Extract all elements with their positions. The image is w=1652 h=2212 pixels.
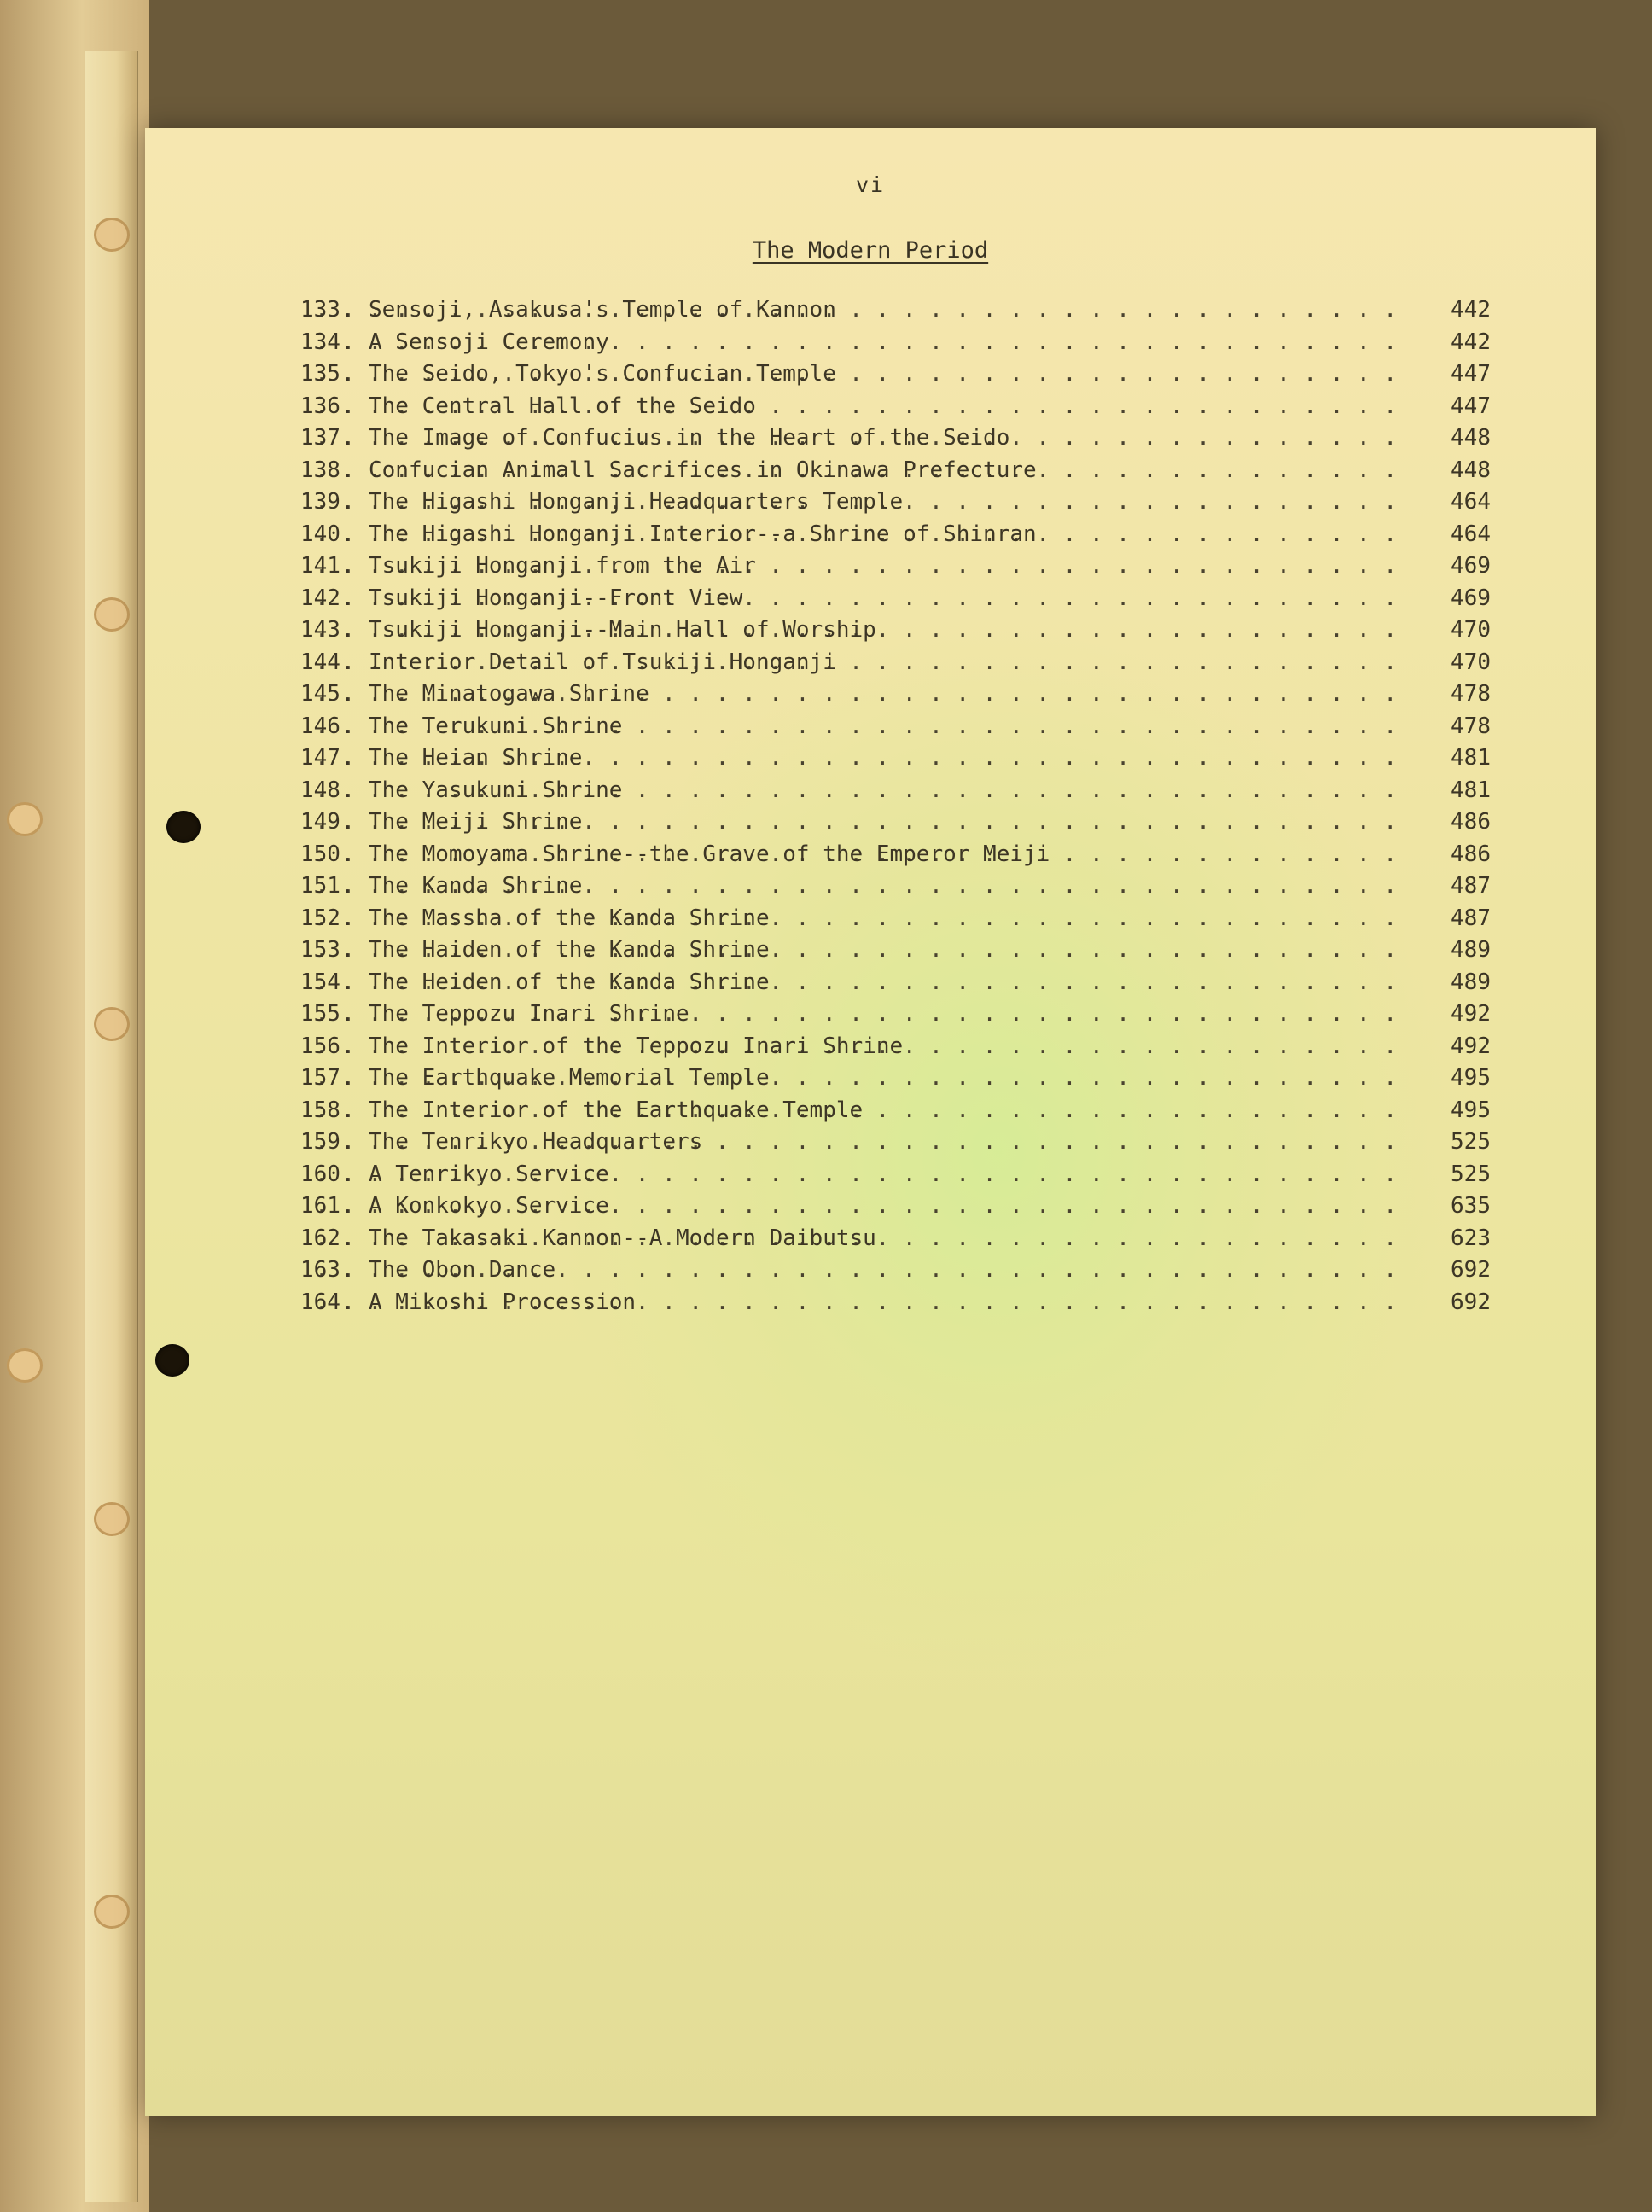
entry-page-number: 495 (1451, 1097, 1491, 1123)
entry-number: 134. (300, 329, 354, 355)
entry-page-number: 464 (1451, 521, 1491, 547)
entry-title: Tsukiji Honganji--Main Hall of Worship (369, 617, 876, 643)
entry-page-number: 487 (1451, 873, 1491, 899)
toc-entry (300, 1159, 1491, 1191)
binding-tear (7, 1348, 43, 1382)
entry-page-number: 478 (1451, 681, 1491, 707)
entry-page-number: 692 (1451, 1257, 1491, 1283)
page-number: vi (855, 172, 886, 197)
entry-number: 163. (300, 1257, 354, 1283)
punch-hole (166, 811, 201, 843)
toc-entry (300, 998, 1491, 1031)
toc-entry-text (300, 711, 634, 743)
toc-entry-text (300, 614, 888, 647)
entry-number: 152. (300, 905, 354, 931)
toc-entry-text (300, 903, 782, 935)
entry-page-number: 448 (1451, 425, 1491, 451)
entry-page-number: 469 (1451, 585, 1491, 611)
entry-title: Confucian Animall Sacrifices in Okinawa Prefecture (369, 457, 1037, 483)
entry-title: The Takasaki Kannon--A Modern Daibutsu (369, 1225, 876, 1251)
section-heading-text: The Modern Period (752, 237, 989, 264)
toc-entry-text (300, 1062, 782, 1095)
entry-number: 141. (300, 553, 354, 579)
toc-entry-text (300, 1095, 875, 1127)
toc-entry-text (300, 678, 661, 711)
entry-title: A Konkokyo Service (369, 1193, 609, 1219)
table-of-contents (300, 294, 1491, 1318)
entry-number: 135. (300, 361, 354, 387)
entry-page-number: 481 (1451, 777, 1491, 803)
toc-entry-text (300, 550, 768, 583)
toc-entry (300, 870, 1491, 903)
toc-entry-text (300, 742, 594, 775)
binding-tear (94, 1502, 130, 1536)
toc-entry-text (300, 1223, 888, 1255)
entry-number: 136. (300, 393, 354, 419)
entry-page-number: 486 (1451, 841, 1491, 867)
toc-entry-text (300, 583, 754, 615)
entry-title: The Heiden of the Kanda Shrine (369, 969, 770, 995)
entry-number: 154. (300, 969, 354, 995)
toc-entry-text (300, 1190, 621, 1223)
toc-entry (300, 839, 1491, 871)
entry-page-number: 489 (1451, 969, 1491, 995)
entry-page-number: 492 (1451, 1033, 1491, 1059)
entry-title: The Meiji Shrine (369, 809, 583, 835)
binding-edge (85, 51, 138, 2202)
toc-entry (300, 678, 1491, 711)
entry-number: 137. (300, 425, 354, 451)
entry-title: Tsukiji Honganji--Front View (369, 585, 743, 611)
toc-entry (300, 967, 1491, 999)
toc-entry-text (300, 1126, 714, 1159)
toc-entry (300, 327, 1491, 359)
entry-number: 157. (300, 1065, 354, 1091)
toc-entry (300, 806, 1491, 839)
entry-title: A Mikoshi Procession (369, 1289, 637, 1315)
entry-number: 142. (300, 585, 354, 611)
entry-title: The Terukuni Shrine (369, 713, 623, 739)
toc-entry-text (300, 870, 594, 903)
binding-tear (94, 1007, 130, 1041)
toc-entry (300, 742, 1491, 775)
toc-entry (300, 614, 1491, 647)
section-heading (145, 237, 1596, 264)
toc-entry-text (300, 839, 1062, 871)
toc-entry (300, 1287, 1491, 1319)
entry-title: The Momoyama Shrine--the Grave of the Emperor Meiji (369, 841, 1050, 867)
entry-page-number: 447 (1451, 361, 1491, 387)
entry-title: A Sensoji Ceremony (369, 329, 609, 355)
entry-number: 139. (300, 489, 354, 515)
binding-tear (7, 802, 43, 836)
entry-title: A Tenrikyo Service (369, 1161, 609, 1187)
entry-number: 138. (300, 457, 354, 483)
toc-entry (300, 775, 1491, 807)
toc-entry (300, 583, 1491, 615)
toc-entry-text (300, 1159, 621, 1191)
toc-entry (300, 934, 1491, 967)
entry-number: 144. (300, 649, 354, 675)
entry-number: 147. (300, 745, 354, 771)
entry-number: 133. (300, 297, 354, 323)
entry-title: The Heian Shrine (369, 745, 583, 771)
toc-entry (300, 647, 1491, 679)
entry-page-number: 487 (1451, 905, 1491, 931)
entry-page-number: 492 (1451, 1001, 1491, 1027)
entry-page-number: 525 (1451, 1129, 1491, 1155)
entry-title: The Obon Dance (369, 1257, 556, 1283)
entry-title: The Higashi Honganji Headquarters Temple (369, 489, 904, 515)
entry-page-number: 478 (1451, 713, 1491, 739)
entry-page-number: 692 (1451, 1289, 1491, 1315)
toc-entry (300, 1254, 1491, 1287)
entry-title: The Interior of the Earthquake Temple (369, 1097, 864, 1123)
toc-entry (300, 486, 1491, 519)
entry-page-number: 481 (1451, 745, 1491, 771)
entry-number: 162. (300, 1225, 354, 1251)
entry-title: The Earthquake Memorial Temple (369, 1065, 770, 1091)
entry-title: The Haiden of the Kanda Shrine (369, 937, 770, 963)
toc-entry-text (300, 455, 1049, 487)
entry-number: 158. (300, 1097, 354, 1123)
toc-entry (300, 358, 1491, 391)
toc-entry (300, 455, 1491, 487)
toc-entry-text (300, 486, 915, 519)
entry-number: 160. (300, 1161, 354, 1187)
entry-number: 148. (300, 777, 354, 803)
toc-entry (300, 711, 1491, 743)
toc-entry (300, 391, 1491, 423)
binding-tear (94, 218, 130, 252)
entry-number: 155. (300, 1001, 354, 1027)
entry-page-number: 635 (1451, 1193, 1491, 1219)
toc-entry-text (300, 391, 768, 423)
entry-number: 140. (300, 521, 354, 547)
toc-entry (300, 1223, 1491, 1255)
entry-title: The Kanda Shrine (369, 873, 583, 899)
entry-title: The Seido, Tokyo's Confucian Temple (369, 361, 836, 387)
entry-title: The Massha of the Kanda Shrine (369, 905, 770, 931)
entry-page-number: 442 (1451, 329, 1491, 355)
toc-entry (300, 422, 1491, 455)
entry-title: The Tenrikyo Headquarters (369, 1129, 703, 1155)
toc-entry (300, 294, 1491, 327)
toc-entry-text (300, 327, 621, 359)
entry-number: 149. (300, 809, 354, 835)
toc-entry (300, 1031, 1491, 1063)
punch-hole (155, 1344, 189, 1377)
entry-title: The Central Hall of the Seido (369, 393, 756, 419)
toc-entry-text (300, 1254, 567, 1287)
toc-entry-text (300, 647, 848, 679)
toc-entry (300, 1062, 1491, 1095)
toc-entry-text (300, 934, 782, 967)
entry-page-number: 469 (1451, 553, 1491, 579)
entry-number: 159. (300, 1129, 354, 1155)
entry-title: The Interior of the Teppozu Inari Shrine (369, 1033, 904, 1059)
entry-page-number: 525 (1451, 1161, 1491, 1187)
document-page (145, 128, 1596, 2116)
entry-page-number: 470 (1451, 617, 1491, 643)
toc-entry-text (300, 967, 782, 999)
entry-title: The Image of Confucius in the Heart of the Seido (369, 425, 1010, 451)
entry-number: 164. (300, 1289, 354, 1315)
entry-title: The Minatogawa Shrine (369, 681, 649, 707)
entry-number: 161. (300, 1193, 354, 1219)
toc-entry (300, 550, 1491, 583)
entry-page-number: 448 (1451, 457, 1491, 483)
entry-page-number: 623 (1451, 1225, 1491, 1251)
entry-page-number: 495 (1451, 1065, 1491, 1091)
entry-number: 153. (300, 937, 354, 963)
entry-number: 151. (300, 873, 354, 899)
toc-entry-text (300, 422, 1021, 455)
binding-tear (94, 1895, 130, 1929)
toc-entry-text (300, 1287, 648, 1319)
toc-entry (300, 1126, 1491, 1159)
entry-title: The Higashi Honganji Interior--a Shrine of Shinran (369, 521, 1037, 547)
entry-number: 145. (300, 681, 354, 707)
entry-title: Sensoji, Asakusa's Temple of Kannon (369, 297, 836, 323)
toc-entry (300, 1095, 1491, 1127)
toc-entry-text (300, 294, 848, 327)
entry-number: 156. (300, 1033, 354, 1059)
entry-title: The Teppozu Inari Shrine (369, 1001, 689, 1027)
entry-number: 143. (300, 617, 354, 643)
toc-entry-text (300, 775, 634, 807)
entry-page-number: 442 (1451, 297, 1491, 323)
entry-title: Tsukiji Honganji from the Air (369, 553, 756, 579)
toc-entry-text (300, 1031, 915, 1063)
entry-title: The Yasukuni Shrine (369, 777, 623, 803)
entry-page-number: 464 (1451, 489, 1491, 515)
entry-page-number: 486 (1451, 809, 1491, 835)
entry-page-number: 470 (1451, 649, 1491, 675)
toc-entry (300, 519, 1491, 551)
book-binding (0, 0, 149, 2212)
entry-number: 146. (300, 713, 354, 739)
toc-entry (300, 1190, 1491, 1223)
toc-entry-text (300, 358, 848, 391)
entry-page-number: 447 (1451, 393, 1491, 419)
toc-entry-text (300, 998, 701, 1031)
entry-page-number: 489 (1451, 937, 1491, 963)
entry-title: Interior Detail of Tsukiji Honganji (369, 649, 836, 675)
toc-entry (300, 903, 1491, 935)
entry-number: 150. (300, 841, 354, 867)
binding-tear (94, 597, 130, 632)
toc-entry-text (300, 806, 594, 839)
toc-entry-text (300, 519, 1049, 551)
